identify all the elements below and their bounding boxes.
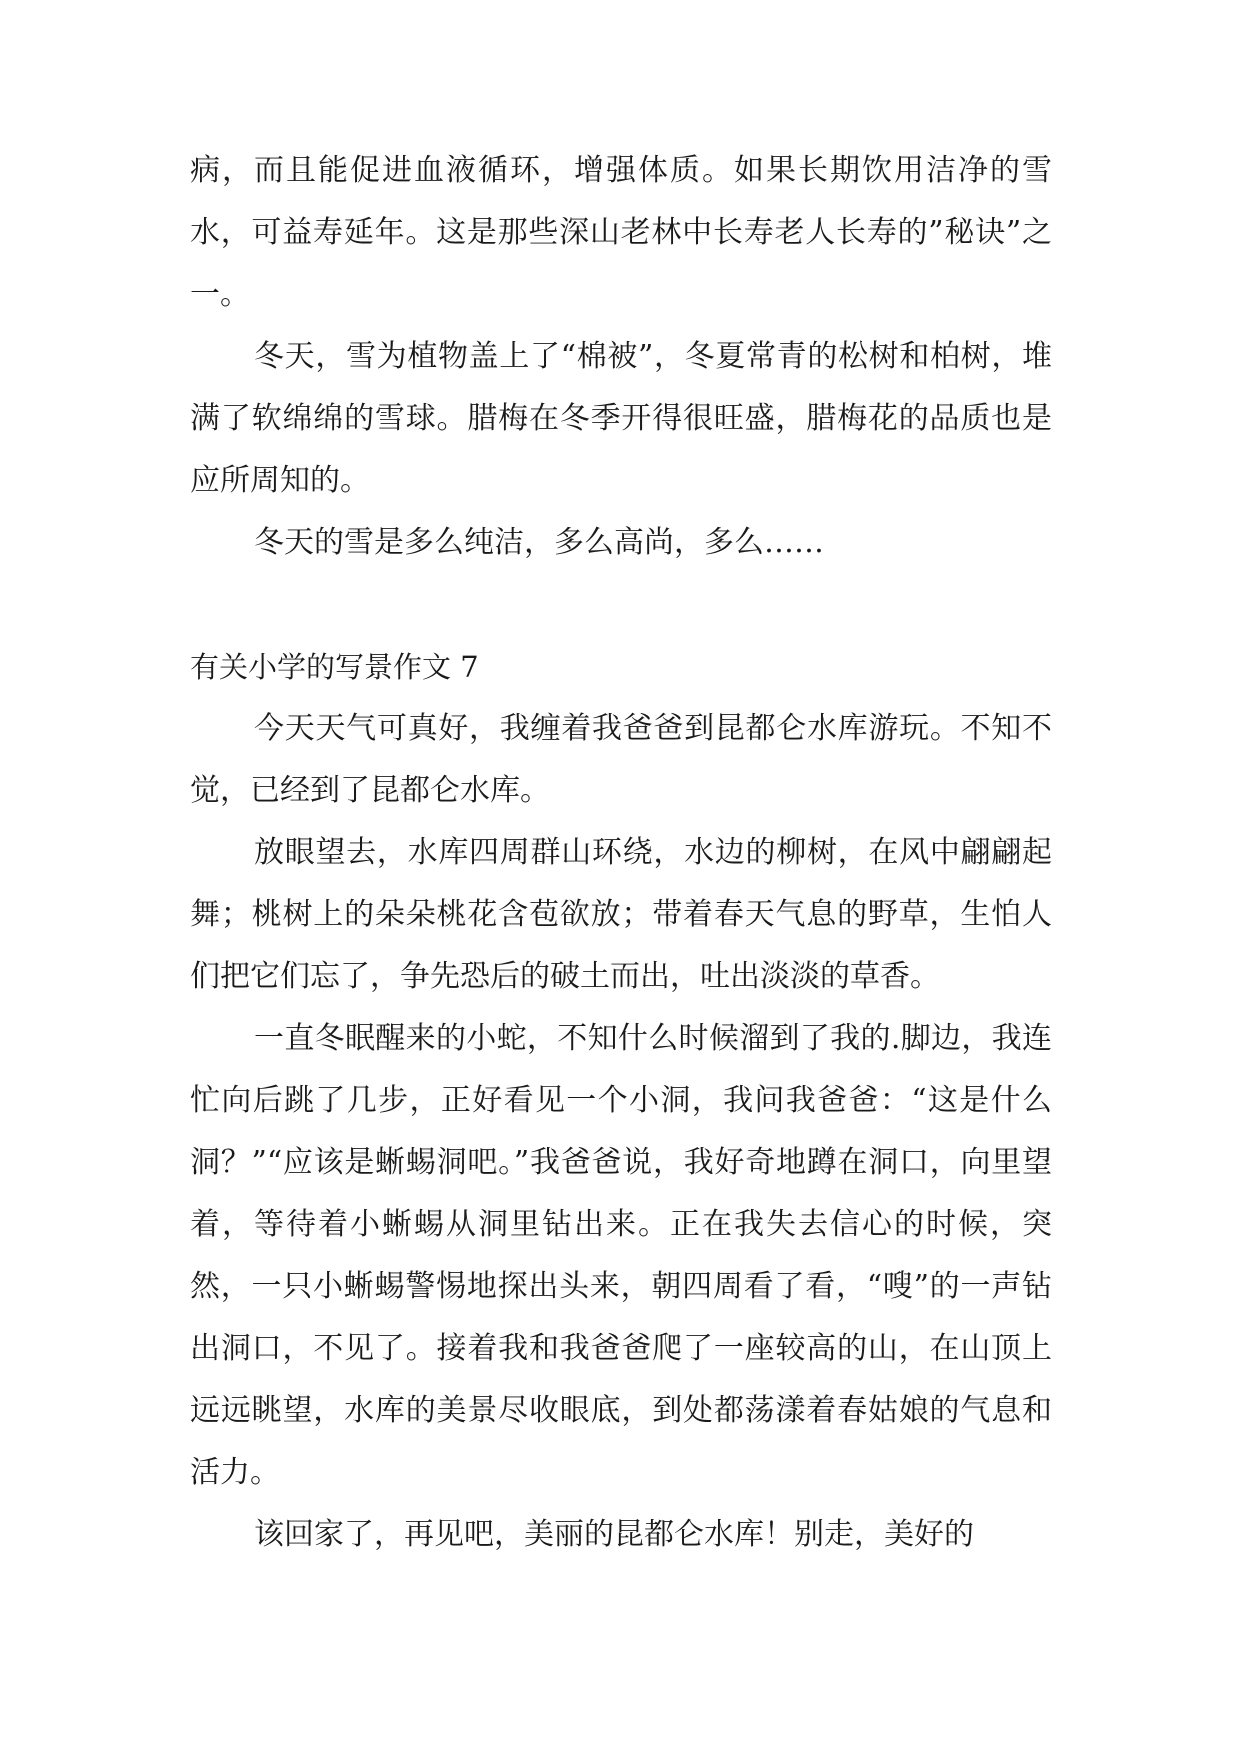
paragraph-winter-snow: 冬天，雪为植物盖上了“棉被”，冬夏常青的松树和柏树，堆满了软绵绵的雪球。腊梅在冬季开得很旺盛，腊梅花的品质也是应所周知的。	[190, 339, 1052, 498]
paragraph-lizard: 一直冬眠醒来的小蛇，不知什么时候溜到了我的.脚边，我连忙向后跳了几步，正好看见一个小洞，我问我爸爸：“这是什么洞？”“应该是蜥蜴洞吧。”我爸爸说，我好奇地蹲在洞口，向里望着，等待着小蜥蜴从洞里钻出来。正在我失去信心的时候，突然，一只小蜥蜴警惕地探出头来，朝四周看了看，“嗖”的一声钻出洞口，不见了。接着我和我爸爸爬了一座较高的山，在山顶上远远眺望，水库的美景尽收眼底，到处都荡漾着春姑娘的气息和活力。	[190, 1021, 1052, 1490]
document-page	[190, 140, 1052, 1566]
paragraph-snow-pure: 冬天的雪是多么纯洁，多么高尚，多么……	[254, 525, 824, 560]
paragraph-scenery: 放眼望去，水库四周群山环绕，水边的柳树，在风中翩翩起舞；桃树上的朵朵桃花含苞欲放；带着春天气息的野草，生怕人们把它们忘了，争先恐后的破土而出，吐出淡淡的草香。	[190, 835, 1052, 994]
paragraph-goodbye: 该回家了，再见吧，美丽的昆都仑水库！别走，美好的	[254, 1517, 974, 1552]
paragraph-continued: 病，而且能促进血液循环，增强体质。如果长期饮用洁净的雪水，可益寿延年。这是那些深山老林中长寿老人长寿的”秘诀”之一。	[190, 153, 1052, 312]
paragraph-intro: 今天天气可真好，我缠着我爸爸到昆都仑水库游玩。不知不觉，已经到了昆都仑水库。	[190, 711, 1052, 808]
section-heading: 有关小学的写景作文 7	[190, 650, 479, 684]
